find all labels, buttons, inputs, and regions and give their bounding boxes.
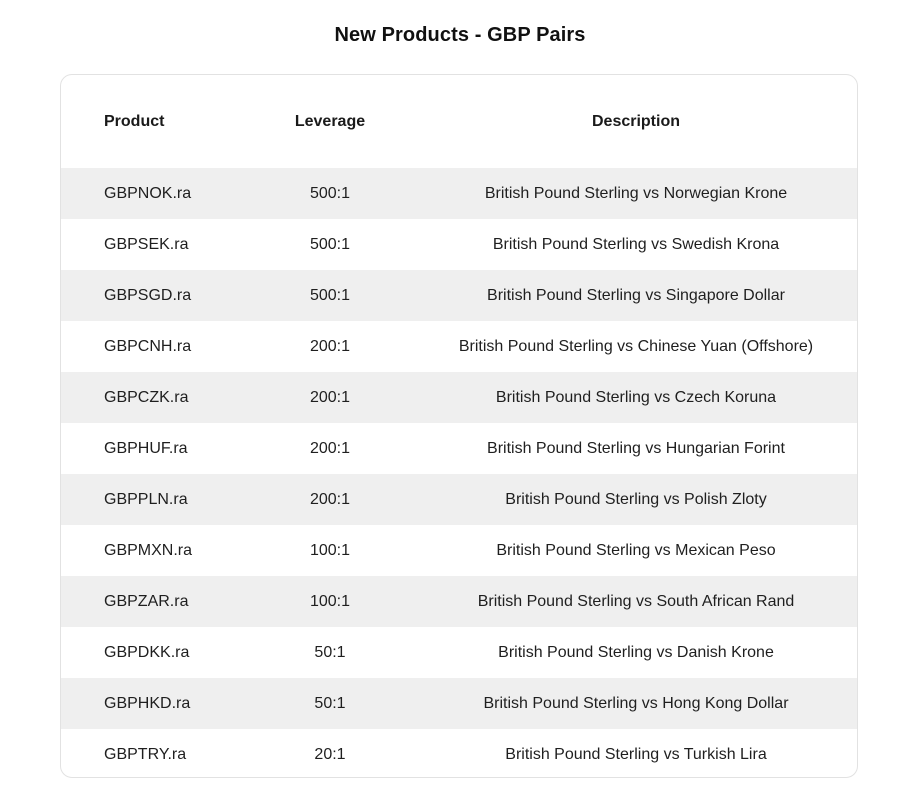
cell-description: British Pound Sterling vs Hong Kong Dollar xyxy=(483,694,789,712)
header-leverage: Leverage xyxy=(294,112,366,130)
table-row xyxy=(61,270,857,321)
cell-leverage: 200:1 xyxy=(309,337,351,355)
header-description: Description xyxy=(591,112,680,130)
page-title: New Products - GBP Pairs xyxy=(334,24,586,46)
table-header-row xyxy=(61,75,857,168)
cell-product: GBPZAR.ra xyxy=(104,592,189,610)
cell-description: British Pound Sterling vs Mexican Peso xyxy=(496,541,776,559)
cell-leverage: 500:1 xyxy=(309,235,351,253)
cell-leverage: 200:1 xyxy=(309,439,351,457)
cell-description: British Pound Sterling vs Swedish Krona xyxy=(492,235,780,253)
header-product: Product xyxy=(104,112,165,130)
table-row xyxy=(61,576,857,627)
cell-leverage: 500:1 xyxy=(309,184,351,202)
cell-product: GBPHUF.ra xyxy=(104,439,188,457)
cell-description: British Pound Sterling vs Chinese Yuan (Offshore) xyxy=(458,337,814,355)
table-row xyxy=(61,525,857,576)
cell-product: GBPHKD.ra xyxy=(104,694,191,712)
table-row xyxy=(61,372,857,423)
cell-description: British Pound Sterling vs South African Rand xyxy=(477,592,795,610)
cell-leverage: 200:1 xyxy=(309,490,351,508)
table-row xyxy=(61,678,857,729)
table-row xyxy=(61,627,857,678)
cell-product: GBPPLN.ra xyxy=(104,490,188,508)
cell-leverage: 500:1 xyxy=(309,286,351,304)
cell-description: British Pound Sterling vs Polish Zloty xyxy=(505,490,767,508)
cell-description: British Pound Sterling vs Czech Koruna xyxy=(495,388,777,406)
cell-product: GBPMXN.ra xyxy=(104,541,193,559)
cell-description: British Pound Sterling vs Singapore Dollar xyxy=(487,286,785,304)
table-row xyxy=(61,729,857,778)
cell-product: GBPSEK.ra xyxy=(104,235,189,253)
cell-product: GBPNOK.ra xyxy=(104,184,192,202)
cell-product: GBPDKK.ra xyxy=(104,643,190,661)
products-table xyxy=(60,74,858,778)
table-row xyxy=(61,168,857,219)
cell-leverage: 100:1 xyxy=(309,592,351,610)
table-row xyxy=(61,474,857,525)
cell-product: GBPTRY.ra xyxy=(104,745,187,763)
cell-description: British Pound Sterling vs Norwegian Krone xyxy=(484,184,788,202)
table-row xyxy=(61,423,857,474)
cell-leverage: 20:1 xyxy=(314,745,346,763)
cell-description: British Pound Sterling vs Danish Krone xyxy=(498,643,774,661)
cell-leverage: 50:1 xyxy=(314,694,346,712)
table-row xyxy=(61,321,857,372)
cell-product: GBPCNH.ra xyxy=(104,337,192,355)
cell-product: GBPCZK.ra xyxy=(104,388,189,406)
table-row xyxy=(61,219,857,270)
cell-description: British Pound Sterling vs Turkish Lira xyxy=(505,745,767,763)
cell-leverage: 100:1 xyxy=(309,541,351,559)
cell-description: British Pound Sterling vs Hungarian Forint xyxy=(487,439,785,457)
cell-product: GBPSGD.ra xyxy=(104,286,192,304)
cell-leverage: 50:1 xyxy=(314,643,346,661)
cell-leverage: 200:1 xyxy=(309,388,351,406)
